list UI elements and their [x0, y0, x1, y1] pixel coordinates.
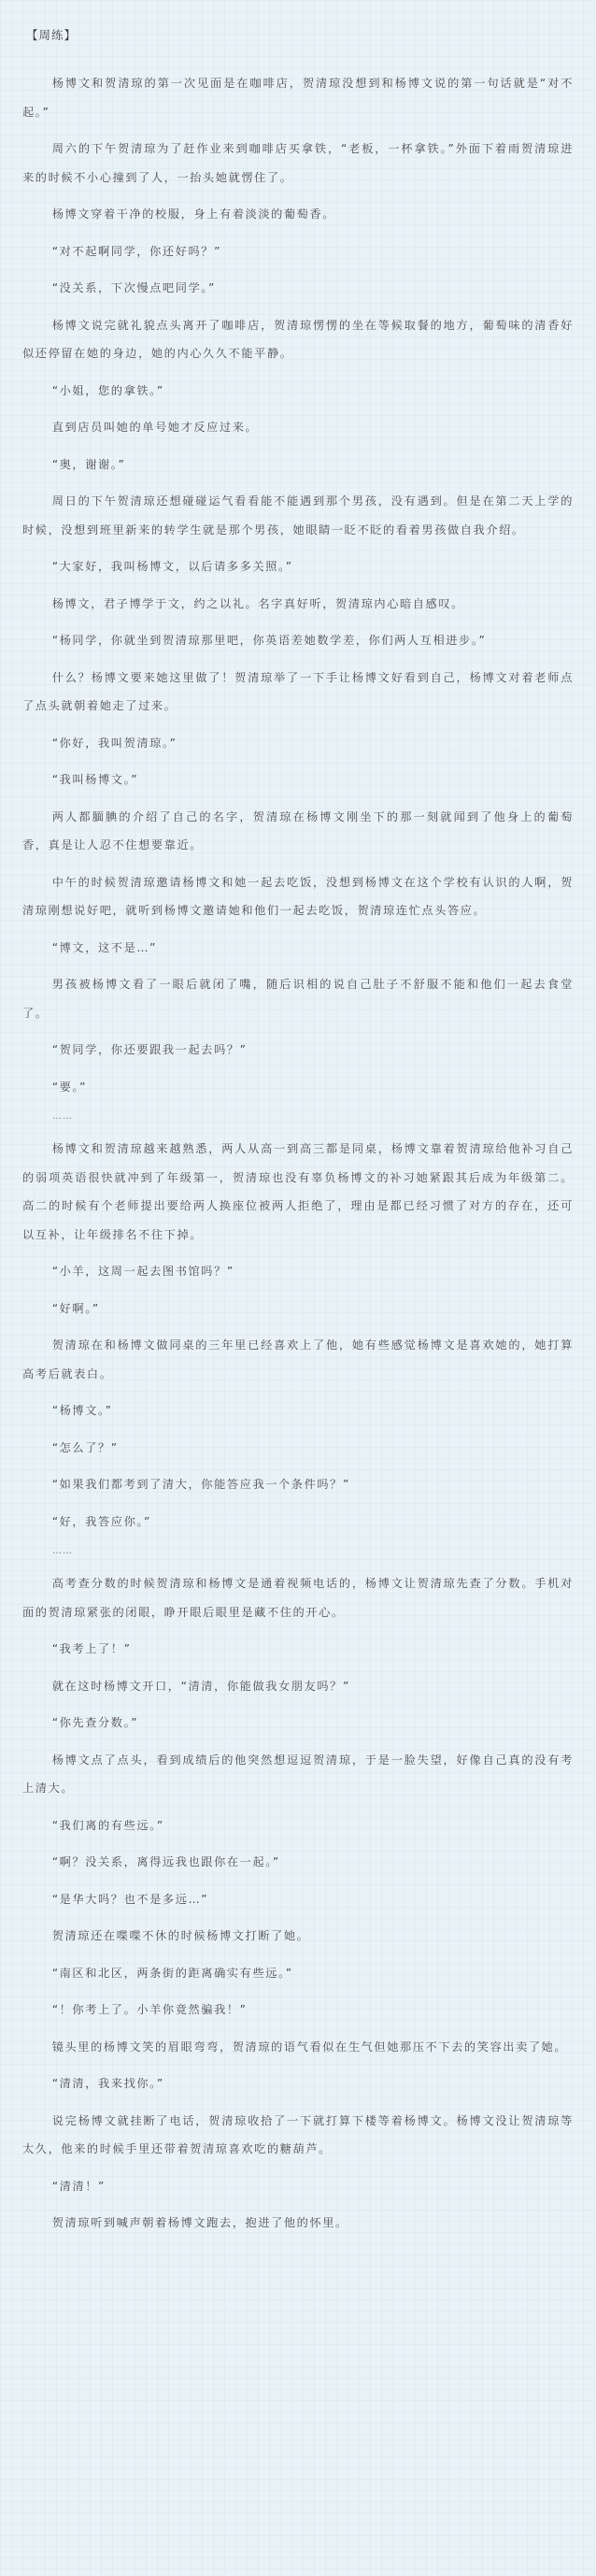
paragraph: “！你考上了。小羊你竟然骗我！”: [51, 2003, 248, 2016]
paragraph: “我考上了！”: [51, 1642, 132, 1655]
paragraph: “南区和北区，两条街的距离确实有些远。”: [51, 1966, 293, 1980]
paragraph: “好啊。”: [51, 1301, 100, 1315]
paragraph: 两人都腼腆的介绍了自己的名字，贺清琼在杨博文刚坐下的那一刻就闻到了他身上的葡萄香，真是让人忍不住想要靠近。: [22, 809, 574, 852]
paragraph: 直到店员叫她的单号她才反应过来。: [51, 421, 259, 434]
document-heading: 【周练】: [26, 28, 78, 42]
paragraph: 男孩被杨博文看了一眼后就闭了嘴，随后识相的说自己肚子不舒服不能和他们一起去食堂了。: [22, 978, 574, 1020]
paragraph: 杨博文点了点头，看到成绩后的他突然想逗逗贺清琼，于是一脸失望，好像自己真的没有考上清大。: [22, 1753, 574, 1795]
paragraph: “好，我答应你。”: [51, 1514, 151, 1528]
paragraph: 杨博文和贺清琼越来越熟悉，两人从高一到高三都是同桌，杨博文靠着贺清琼给他补习自己的弱项英语很快就冲到了年级第一，贺清琼也没有辜负杨博文的补习她紧跟其后成为年级第二。高二的时候有个老师提出要给两人换座位被两人拒绝了，理由是都已经习惯了对方的存在，还可以互补，让年级排名不往下掉。: [22, 1142, 574, 1241]
paragraph: 镜头里的杨博文笑的眉眼弯弯，贺清琼的语气看似在生气但她那压不下去的笑容出卖了她。: [51, 2039, 568, 2054]
paragraph: 杨博文，君子博学于文，约之以礼。名字真好听，贺清琼内心暗自感叹。: [51, 596, 464, 610]
paragraph: 什么？杨博文要来她这里做了！贺清琼举了一下手让杨博文好看到自己，杨博文对着老师点了点头就朝着她走了过来。: [22, 670, 574, 712]
story-body: [22, 69, 574, 2238]
paragraph: “小姐，您的拿铁。”: [51, 383, 164, 397]
paragraph: “要。”: [51, 1080, 88, 1094]
paragraph: 杨博文说完就礼貌点头离开了咖啡店，贺清琼愣愣的坐在等候取餐的地方，葡萄味的清香好似还停留在她的身边，她的内心久久不能平静。: [22, 318, 574, 360]
paragraph: “是华大吗？也不是多远…”: [51, 1892, 209, 1906]
paragraph: “啊？没关系，离得远我也跟你在一起。”: [51, 1855, 280, 1868]
paragraph: “大家好，我叫杨博文，以后请多多关照。”: [51, 560, 293, 573]
paragraph: “怎么了？”: [51, 1440, 119, 1454]
paragraph: 杨博文穿着干净的校服，身上有着淡淡的葡萄香。: [51, 208, 336, 221]
paragraph: “清清，我来找你。”: [51, 2077, 164, 2090]
paragraph: 贺清琼还在喋喋不休的时候杨博文打断了她。: [51, 1929, 310, 1942]
paragraph: 周日的下午贺清琼还想碰碰运气看看能不能遇到那个男孩，没有遇到。但是在第二天上学的时候，没想到班里新来的转学生就是那个男孩，她眼睛一眨不眨的看着男孩做自我介绍。: [22, 494, 574, 537]
paragraph: 贺清琼听到喊声朝着杨博文跑去，抱进了他的怀里。: [51, 2216, 348, 2229]
paragraph: 高考查分数的时候贺清琼和杨博文是通着视频电话的，杨博文让贺清琼先查了分数。手机对面的贺清琼紧张的闭眼，睁开眼后眼里是藏不住的开心。: [22, 1577, 574, 1619]
section-break: ……: [52, 1111, 73, 1122]
paragraph: 贺清琼在和杨博文做同桌的三年里已经喜欢上了他，她有些感觉杨博文是喜欢她的，她打算高考后就表白。: [22, 1338, 574, 1381]
paragraph: “杨同学，你就坐到贺清琼那里吧，你英语差她数学差，你们两人互相进步。”: [51, 634, 487, 647]
paragraph: “贺同学，你还要跟我一起去吗？”: [51, 1043, 248, 1056]
paragraph: “我叫杨博文。”: [51, 773, 139, 786]
paragraph: “你好，我叫贺清琼。”: [51, 736, 177, 750]
paragraph: “没关系，下次慢点吧同学。”: [51, 281, 216, 294]
paragraph: “奥，谢谢。”: [51, 457, 126, 471]
paragraph: 周六的下午贺清琼为了赶作业来到咖啡店买拿铁，“老板，一杯拿铁。”外面下着雨贺清琼进来的时候不小心撞到了人，一抬头她就愣住了。: [22, 142, 574, 184]
paragraph: “小羊，这周一起去图书馆吗？”: [51, 1265, 234, 1278]
paragraph: “杨博文。”: [51, 1404, 113, 1417]
paragraph: 中午的时候贺清琼邀请杨博文和她一起去吃饭，没想到杨博文在这个学校有认识的人啊，贺清琼刚想说好吧，就听到杨博文邀请她和他们一起去吃饭，贺清琼连忙点头答应。: [22, 875, 574, 917]
paragraph: 说完杨博文就挂断了电话，贺清琼收拾了一下就打算下楼等着杨博文。杨博文没让贺清琼等太久，他来的时候手里还带着贺清琼喜欢吃的糖葫芦。: [22, 2113, 574, 2155]
paragraph: “博文，这不是…”: [51, 940, 158, 954]
paragraph: 就在这时杨博文开口，“清清，你能做我女朋友吗？”: [51, 1679, 350, 1693]
paragraph: “清清！”: [51, 2179, 106, 2193]
paragraph: “对不起啊同学，你还好吗？”: [51, 244, 221, 258]
paragraph: “如果我们都考到了清大，你能答应我一个条件吗？”: [51, 1478, 350, 1491]
section-break: ……: [52, 1546, 73, 1556]
paragraph: “你先查分数。”: [51, 1716, 139, 1729]
paragraph: 杨博文和贺清琼的第一次见面是在咖啡店，贺清琼没想到和杨博文说的第一句话就是“对不起。”: [22, 77, 574, 119]
paragraph: “我们离的有些远。”: [51, 1818, 164, 1832]
